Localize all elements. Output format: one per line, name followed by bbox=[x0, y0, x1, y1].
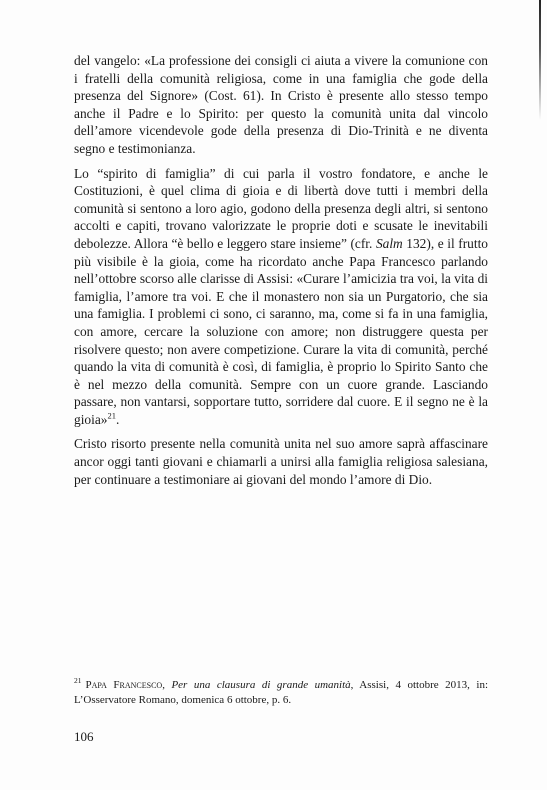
footnote-reference: 21 bbox=[107, 410, 116, 421]
footnote-title: Per una clausura di grande umanità bbox=[171, 679, 351, 691]
footnote-separator: , bbox=[162, 679, 172, 691]
salm-citation: Salm bbox=[375, 235, 403, 251]
paragraph-3: Cristo risorto presente nella comunità unita nel suo amore saprà affascinare ancor oggi tanti giovani e chiamarli a unirsi alla famiglia religiosa salesiana, per continuare a testimoniare ai giovani del mondo l’amore di Dio. bbox=[74, 436, 488, 487]
footnote-number: 21 bbox=[74, 676, 82, 686]
paragraph-2-end: . bbox=[115, 411, 120, 427]
paragraph-2 bbox=[74, 165, 488, 429]
page-edge-shadow bbox=[539, 0, 541, 120]
footnote-rest: , Assisi, 4 ottobre 2013, in: L’Osservatore Romano, domenica 6 ottobre, p. 6. bbox=[74, 679, 489, 706]
footnote bbox=[74, 678, 488, 708]
page-number: 106 bbox=[74, 729, 94, 744]
paragraph-2-part-a: Lo “spirito di famiglia” di cui parla il vostro fondatore, e anche le Costituzioni, è quel clima di gioia e di libertà dove tutti i membri della comunità si sentono a loro agio, godono della presenza degli altri, si sentono accolti e capiti, trovano valorizzate le proprie doti e scusate le inevitabili debolezze. Allora “è bello e leggero stare insieme” (cfr. bbox=[74, 165, 488, 251]
paragraph-1: del vangelo: «La professione dei consigli ci aiuta a vivere la comunione con i fratelli della comunità religiosa, come in una famiglia che gode della presenza del Signore» (Cost. 61). In Cristo è presente allo stesso tempo anche il Padre e lo Spirito: per questo la comunità unita dal vincolo dell’amore vicendevole gode della presenza di Dio-Trinità e ne diventa segno e testimonianza. bbox=[74, 53, 488, 156]
paragraph-2-part-b: 132), e il frutto più visibile è la gioia, come ha ricordato anche Papa Francesco parlando nell’ottobre scorso alle clarisse di Assisi: «Curare l’amicizia tra voi, la vita di famiglia, l’amore tra voi. E che il monastero non sia un Purgatorio, che sia una famiglia. I problemi ci sono, ci saranno, ma, come si fa in una famiglia, con amore, cercare la soluzione con amore; non distruggere questa per risolvere questo; non avere competizione. Curare la vita di comunità, perché quando la vita di comunità è così, di famiglia, è proprio lo Spirito Santo che è nel mezzo della comunità. Sempre con un cuore grande. Lasciando passare, non vantarsi, sopportare tutto, sorridere dal cuore. E il segno ne è la gioia» bbox=[74, 235, 488, 427]
footnote-author: Papa Francesco bbox=[85, 679, 163, 691]
main-text bbox=[74, 52, 488, 495]
